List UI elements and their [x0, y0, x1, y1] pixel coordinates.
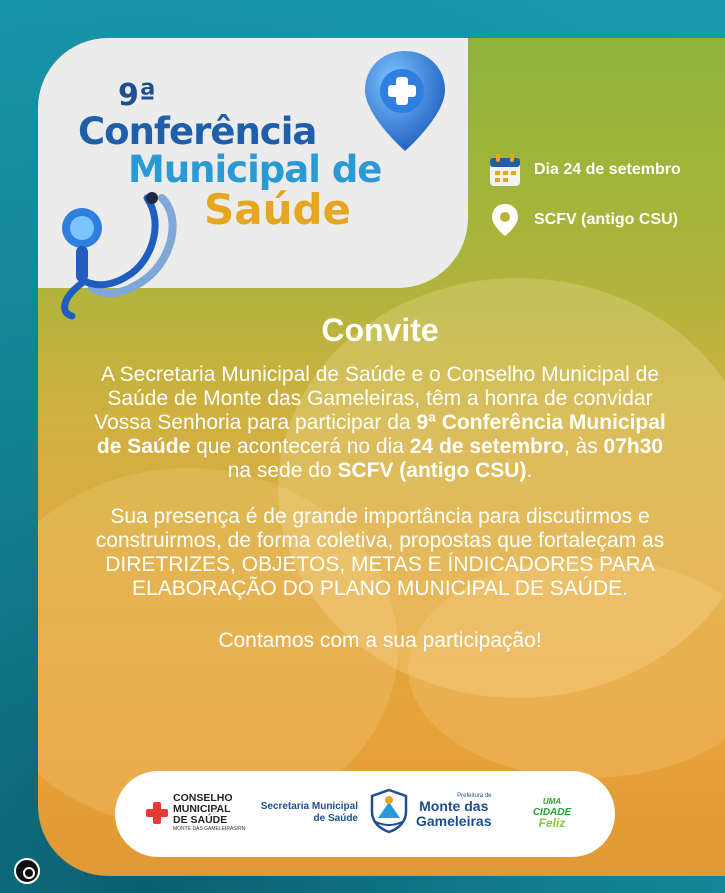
conselho-line-3: DE SAÚDE — [173, 814, 228, 826]
p1-text: A Secretaria Municipal de Saúde e o Conselho Municipal de Saúde de Monte das Gameleiras, têm a honra de convidar Vossa Senhoria para participar da — [94, 363, 659, 434]
conselho-line-2: MUNICIPAL — [173, 803, 231, 815]
location-info — [488, 202, 678, 238]
prefeitura-city-1: Monte das — [419, 798, 489, 814]
title-line-1: Conferência — [78, 110, 317, 153]
cidade-feliz-logo — [522, 796, 582, 829]
slogan-2: CIDADE — [532, 807, 572, 818]
p1-text: que acontecerá no dia — [190, 435, 410, 458]
title-line-3: Saúde — [204, 185, 352, 234]
prefeitura-city-2: Gameleiras — [416, 813, 492, 829]
profile-avatar[interactable] — [14, 858, 40, 884]
invite-closing: Contamos com a sua participação! — [218, 629, 542, 652]
prefeitura-logo — [368, 788, 492, 834]
conselho-logo — [145, 793, 245, 832]
slogan-3: Feliz — [538, 816, 566, 830]
p1-text: na sede do — [227, 459, 338, 482]
title-line-2: Municipal de — [128, 148, 382, 191]
conselho-sub: MONTE DAS GAMELEIRAS/RN — [173, 826, 246, 832]
p1-venue: SCFV (antigo CSU) — [337, 459, 527, 482]
invite-paragraph-2: Sua presença é de grande importância para discutirmos e construirmos, de forma coletiva, propostas que fortaleçam as DIRETRIZES, OBJETOS, METAS E ÍNDICADORES PARA ELABORAÇÃO DO PLANO MUNICIPAL DE SAÚDE. — [95, 505, 665, 600]
date-info — [488, 152, 681, 188]
slogan-1: UMA — [542, 797, 562, 806]
invitation-body — [90, 312, 670, 653]
red-cross-icon — [145, 801, 169, 825]
p1-date: 24 de setembro — [409, 435, 564, 458]
stethoscope-icon — [52, 188, 192, 328]
date-text: Dia 24 de setembro — [534, 161, 681, 178]
location-pin-icon — [488, 202, 522, 238]
location-text: SCFV (antigo CSU) — [534, 211, 678, 228]
invite-heading: Convite — [321, 312, 439, 348]
prefeitura-label: Prefeitura de — [457, 793, 492, 799]
invite-paragraph-1 — [90, 363, 670, 483]
edition-number: 9ª — [118, 78, 156, 113]
p1-text: , às — [563, 435, 604, 458]
coat-of-arms-icon — [368, 788, 410, 834]
secretaria-logo-text: Secretaria Municipal de Saúde — [260, 801, 358, 824]
calendar-icon — [488, 152, 522, 188]
p1-time: 07h30 — [603, 435, 664, 458]
p1-conference-name: 9ª Conferência Municipal de Saúde — [96, 411, 666, 458]
p1-text: . — [526, 459, 533, 482]
conselho-line-1: CONSELHO — [173, 792, 233, 804]
map-pin-cross-icon — [360, 46, 450, 156]
